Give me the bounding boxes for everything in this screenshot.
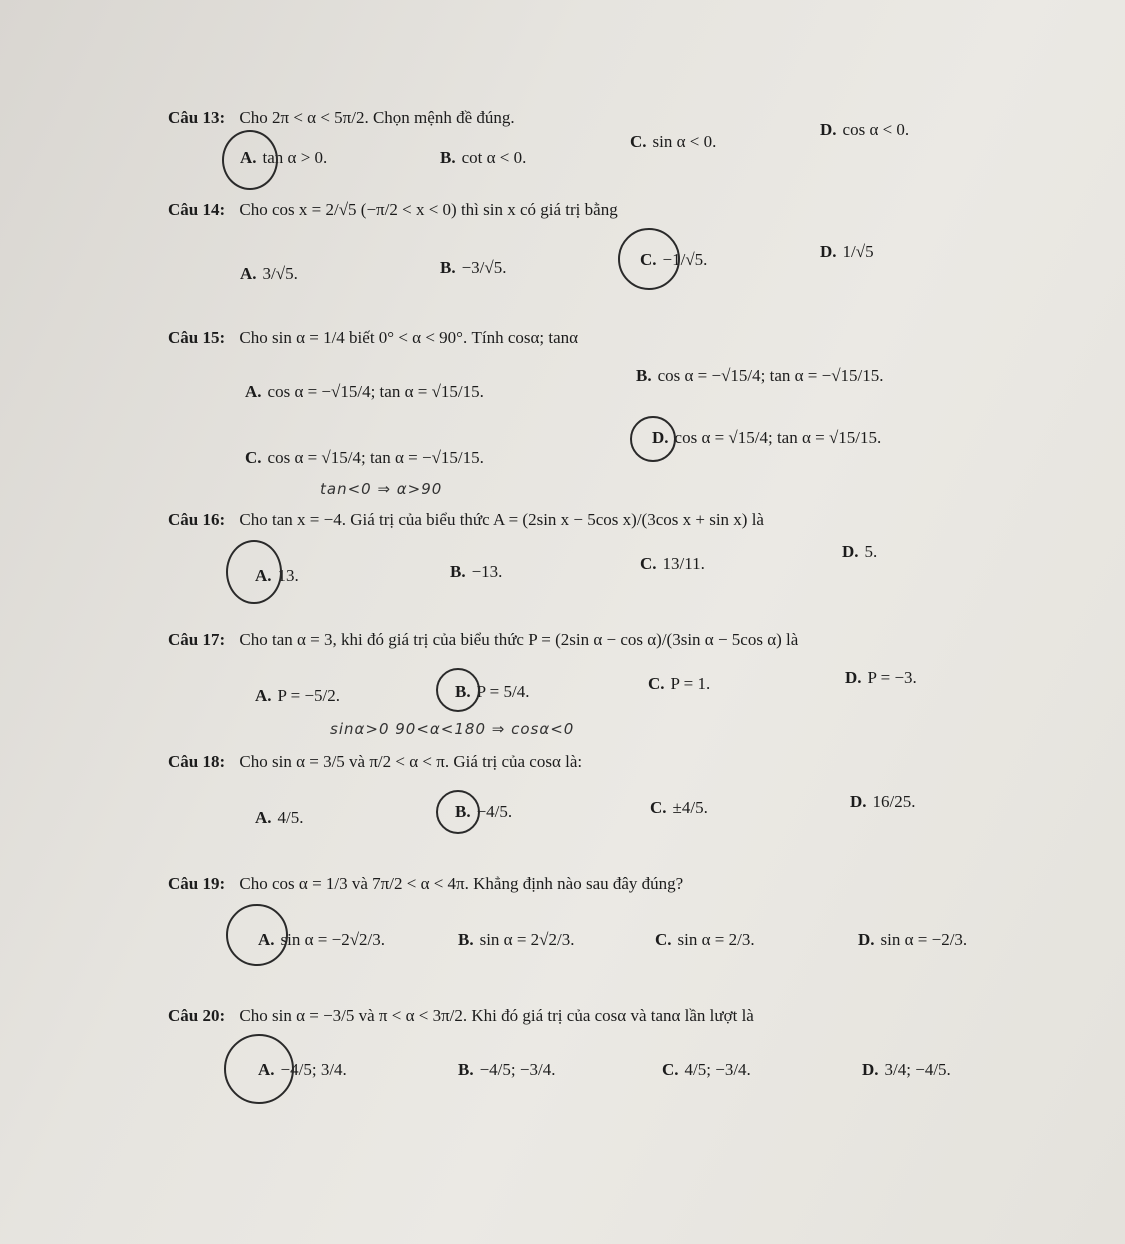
option-c[interactable]: C. 13/11. [640, 554, 705, 573]
option-c[interactable]: C. 4/5; −3/4. [662, 1060, 751, 1079]
question-number: Câu 13: [168, 108, 226, 127]
question-number: Câu 20: [168, 1006, 226, 1025]
option-c[interactable]: C. ±4/5. [650, 798, 708, 817]
option-d[interactable]: D. cos α < 0. [820, 120, 910, 139]
option-a[interactable]: A. P = −5/2. [255, 686, 341, 705]
question-number: Câu 16: [168, 510, 226, 529]
question-stem: Cho sin α = 3/5 và π/2 < α < π. Giá trị của cosα là: [239, 752, 583, 771]
question-number: Câu 19: [168, 874, 226, 893]
option-a[interactable]: A. 4/5. [255, 808, 304, 827]
option-b[interactable]: B. cot α < 0. [440, 148, 527, 167]
option-b[interactable]: B. cos α = −√15/4; tan α = −√15/15. [636, 366, 884, 385]
option-c[interactable]: C. sin α = 2/3. [655, 930, 755, 949]
option-a[interactable]: A. tan α > 0. [240, 148, 328, 167]
question-stem: Cho sin α = −3/5 và π < α < 3π/2. Khi đó giá trị của cosα và tanα lần lượt là [239, 1006, 754, 1025]
option-a[interactable]: A. cos α = −√15/4; tan α = √15/15. [245, 382, 484, 401]
question-stem: Cho cos x = 2/√5 (−π/2 < x < 0) thì sin x có giá trị bằng [239, 200, 618, 219]
option-b[interactable]: B. −3/√5. [440, 258, 507, 277]
question-number: Câu 14: [168, 200, 226, 219]
option-a[interactable]: A. 13. [255, 566, 299, 585]
question-stem: Cho tan x = −4. Giá trị của biểu thức A = (2sin x − 5cos x)/(3cos x + sin x) là [239, 510, 764, 529]
option-d[interactable]: D. 5. [842, 542, 878, 561]
handwritten-note: tan<0 ⇒ α>90 [320, 480, 443, 498]
option-a[interactable]: A. 3/√5. [240, 264, 298, 283]
handwritten-note: sinα>0 90<α<180 ⇒ cosα<0 [330, 720, 575, 738]
option-b[interactable]: B. −4/5. [455, 802, 513, 821]
option-b[interactable]: B. P = 5/4. [455, 682, 530, 701]
question-number: Câu 17: [168, 630, 226, 649]
option-d[interactable]: D. cos α = √15/4; tan α = √15/15. [652, 428, 882, 447]
option-b[interactable]: B. sin α = 2√2/3. [458, 930, 575, 949]
option-d[interactable]: D. P = −3. [845, 668, 917, 687]
question-stem: Cho 2π < α < 5π/2. Chọn mệnh đề đúng. [239, 108, 515, 127]
option-a[interactable]: A. −4/5; 3/4. [258, 1060, 347, 1079]
option-c[interactable]: C. sin α < 0. [630, 132, 717, 151]
question-stem: Cho tan α = 3, khi đó giá trị của biểu thức P = (2sin α − cos α)/(3sin α − 5cos α) là [239, 630, 799, 649]
question-stem: Cho cos α = 1/3 và 7π/2 < α < 4π. Khẳng định nào sau đây đúng? [239, 874, 684, 893]
question-stem: Cho sin α = 1/4 biết 0° < α < 90°. Tính cosα; tanα [239, 328, 579, 347]
question-number: Câu 18: [168, 752, 226, 771]
option-d[interactable]: D. 1/√5 [820, 242, 874, 261]
question-number: Câu 15: [168, 328, 226, 347]
option-c[interactable]: C. cos α = √15/4; tan α = −√15/15. [245, 448, 484, 467]
option-d[interactable]: D. sin α = −2/3. [858, 930, 968, 949]
option-d[interactable]: D. 3/4; −4/5. [862, 1060, 951, 1079]
option-d[interactable]: D. 16/25. [850, 792, 916, 811]
option-c[interactable]: C. P = 1. [648, 674, 711, 693]
option-c[interactable]: C. −1/√5. [640, 250, 708, 269]
option-b[interactable]: B. −4/5; −3/4. [458, 1060, 556, 1079]
option-b[interactable]: B. −13. [450, 562, 503, 581]
option-a[interactable]: A. sin α = −2√2/3. [258, 930, 386, 949]
